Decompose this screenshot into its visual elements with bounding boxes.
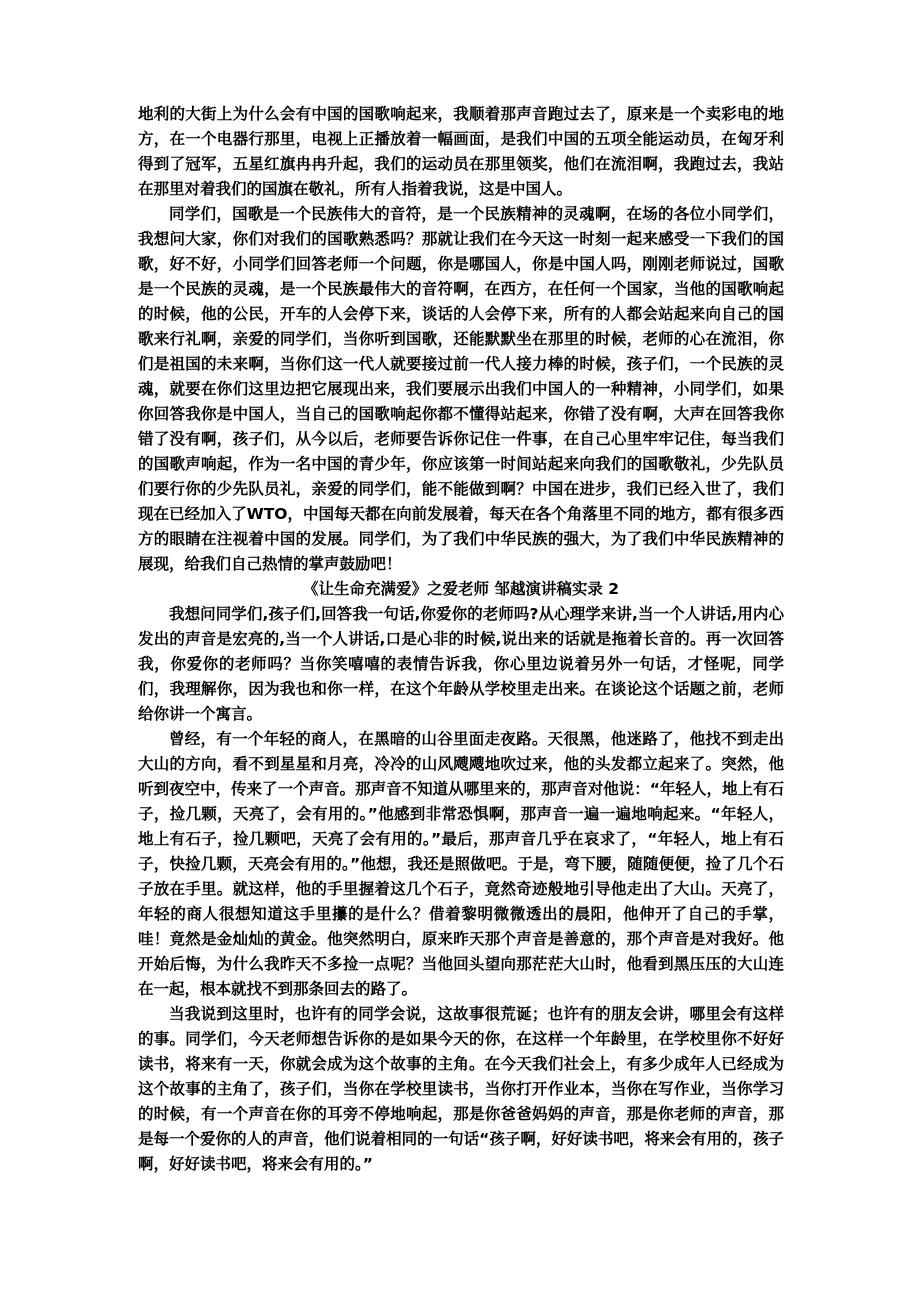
paragraph-4: 曾经，有一个年轻的商人，在黑暗的山谷里面走夜路。天很黑，他迷路了，他找不到走出大山的方向，看不到星星和月亮，冷冷的山风飕飕地吹过来，他的头发都立起来了。突然，他听到夜空中，传来了一个声音。那声音不知道从哪里来的，那声音对他说：“年轻人，地上有石子，捡几颗，天亮了，会有用的。”他感到非常恐惧啊，那声音一遍一遍地响起来。“年轻人，地上有石子，捡几颗吧，天亮了会有用的。”最后，那声音几乎在哀求了，“年轻人，地上有石子，快捡几颗，天亮会有用的。”他想，我还是照做吧。于是，弯下腰，随随便便，捡了几个石子放在手里。就这样，他的手里握着这几个石子，竟然奇迹般地引导他走出了大山。天亮了，年轻的商人很想知道这手里攥的是什么？借着黎明微微透出的晨阳，他伸开了自己的手掌，哇！竟然是金灿灿的黄金。他突然明白，原来昨天那个声音是善意的，那个声音是对我好。他开始后悔，为什么我昨天不多捡一点呢？当他回头望向那茫茫大山时，他看到黑压压的大山连在一起，根本就找不到那条回去的路了。 xyxy=(138,730,784,998)
section-heading: 《让生命充满爱》之爱老师 邹越演讲稿实录 2 xyxy=(302,580,620,598)
paragraph-5: 当我说到这里时，也许有的同学会说，这故事很荒诞；也许有的朋友会讲，哪里会有这样的事。同学们，今天老师想告诉你的是如果今天的你，在这样一个年龄里，在学校里你不好好读书，将来有一天，你就会成为这个故事的主角。在今天我们社会上，有多少成年人已经成为这个故事的主角了，孩子们，当你在学校里读书，当你打开作业本，当你在写作业，当你学习的时候，有一个声音在你的耳旁不停地响起，那是你爸爸妈妈的声音，那是你老师的声音，那是每一个爱你的人的声音，他们说着相同的一句话“孩子啊，好好读书吧，将来会有用的，孩子啊，好好读书吧，将来会有用的。” xyxy=(138,1005,784,1173)
paragraph-1: 地利的大街上为什么会有中国的国歌响起来，我顺着那声音跑过去了，原来是一个卖彩电的地方，在一个电器行那里，电视上正播放着一幅画面，是我们中国的五项全能运动员，在匈牙利得到了冠军，五星红旗冉冉升起，我们的运动员在那里领奖，他们在流泪啊，我跑过去，我站在那里对着我们的国旗在敬礼，所有人指着我说，这是中国人。 xyxy=(138,105,784,198)
paragraph-3: 我想问同学们,孩子们,回答我一句话,你爱你的老师吗?从心理学来讲,当一个人讲话,用内心发出的声音是宏亮的,当一个人讲话,口是心非的时候,说出来的话就是拖着长音的。再一次回答我，你爱你的老师吗？当你笑嘻嘻的表情告诉我，你心里边说着另外一句话，才怪呢，同学们，我理解你，因为我也和你一样，在这个年龄从学校里走出来。在谈论这个话题之前，老师给你讲一个寓言。 xyxy=(138,605,784,723)
paragraph-2: 同学们，国歌是一个民族伟大的音符，是一个民族精神的灵魂啊，在场的各位小同学们，我想问大家，你们对我们的国歌熟悉吗？那就让我们在今天这一时刻一起来感受一下我们的国歌，好不好，小同学们回答老师一个问题，你是哪国人，你是中国人吗，刚刚老师说过，国歌是一个民族的灵魂，是一个民族最伟大的音符啊，在西方，在任何一个国家，当他的国歌响起的时候，他的公民，开车的人会停下来，谈话的人会停下来，所有的人都会站起来向自己的国歌来行礼啊，亲爱的同学们，当你听到国歌，还能默默坐在那里的时候，老师的心在流泪，你们是祖国的未来啊，当你们这一代人就要接过前一代人接力棒的时候，孩子们，一个民族的灵魂，就要在你们这里边把它展现出来，我们要展示出我们中国人的一种精神，小同学们，如果你回答我你是中国人，当自己的国歌响起你都不懂得站起来，你错了没有啊，大声在回答我你错了没有啊，孩子们，从今以后，老师要告诉你记住一件事，在自己心里牢牢记住，每当我们的国歌声响起，作为一名中国的青少年，你应该第一时间站起来向我们的国歌敬礼，少先队员们要行你的少先队员礼，亲爱的同学们，能不能做到啊？中国在进步，我们已经入世了，我们现在已经加入了WTO，中国每天都在向前发展着，每天在各个角落里不同的地方，都有很多西方的眼睛在注视着中国的发展。同学们，为了我们中华民族的强大，为了我们中华民族精神的展现，给我们自己热情的掌声鼓励吧！ xyxy=(138,205,784,573)
document-body xyxy=(138,102,784,1177)
